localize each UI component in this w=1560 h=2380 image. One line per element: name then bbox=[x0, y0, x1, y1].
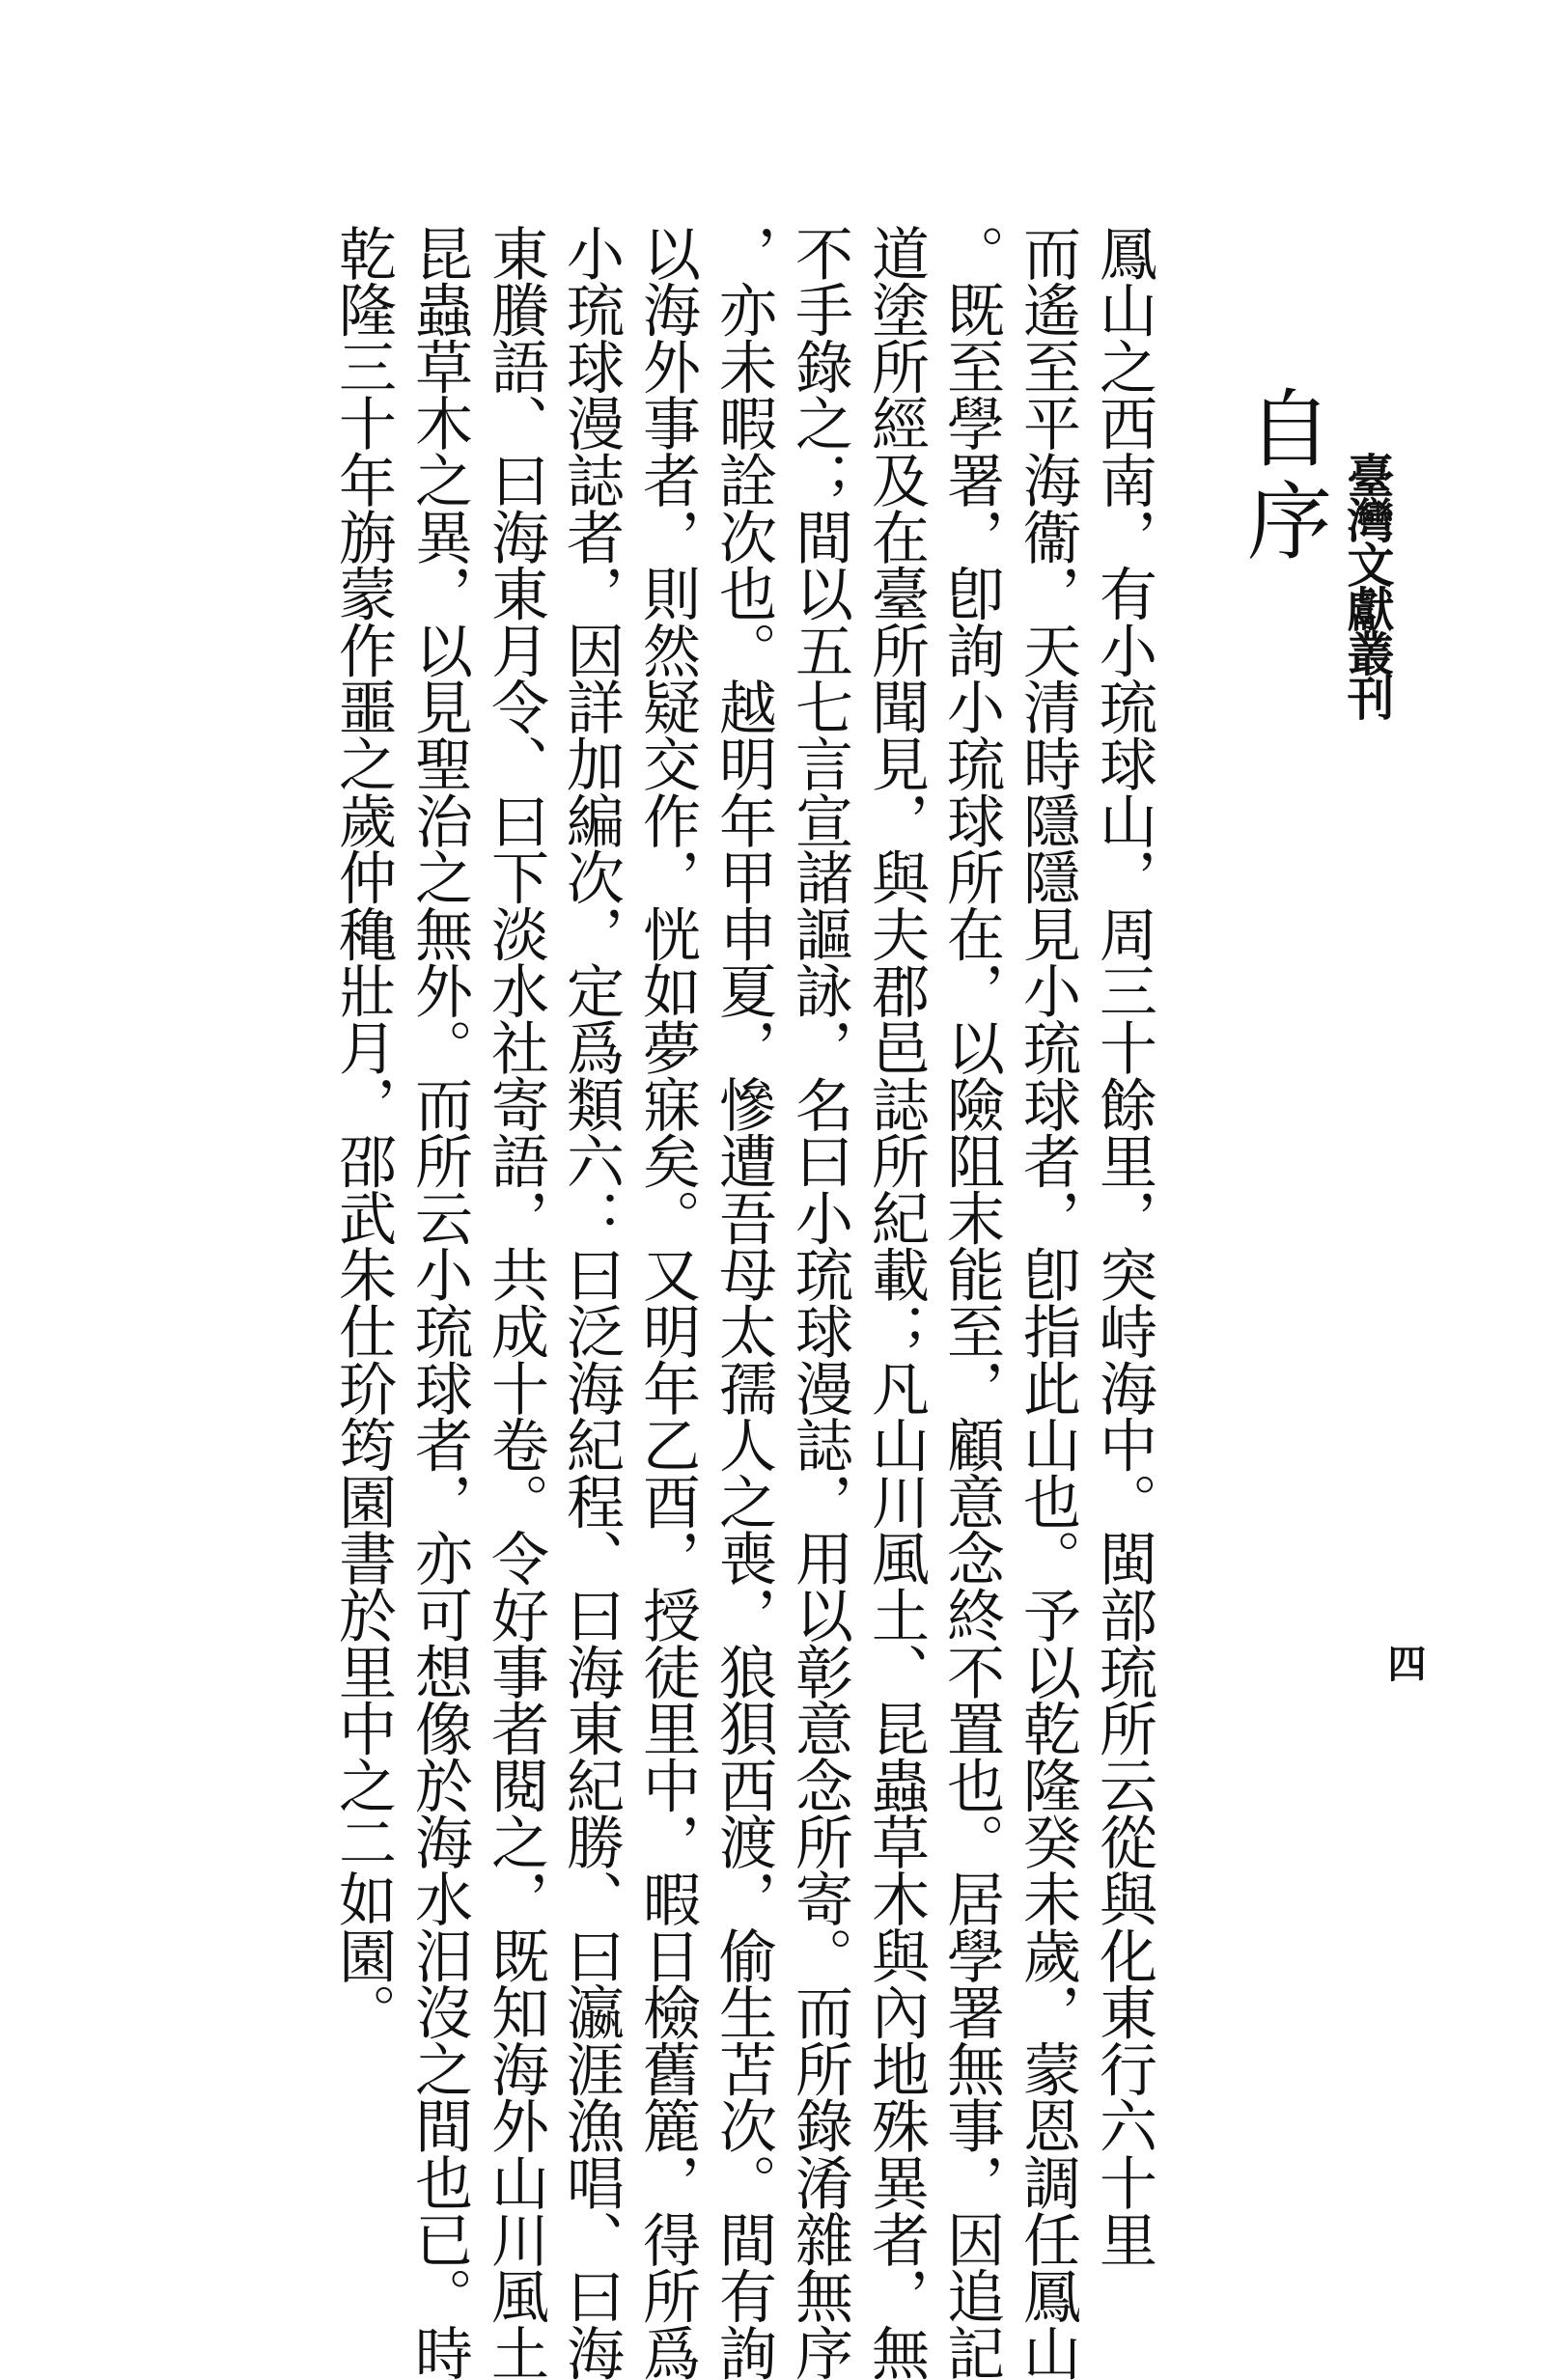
text-line: 不手錄之；間以五七言宣諸謳詠，名曰小琉球漫誌，用以彰意念所寄。而所錄淆雜無序 bbox=[786, 224, 853, 2380]
text-line: 而遙至平海衞，天清時隱隱見小琉球者，卽指此山也。予以乾隆癸未歲，蒙恩調任鳳山 bbox=[1014, 224, 1081, 2380]
text-line: 乾隆三十年旃蒙作噩之歲仲穐壯月，邵武朱仕玠筠園書於里中之二如園。 bbox=[329, 224, 397, 2040]
page-number: 四 bbox=[1381, 1644, 1427, 1682]
series-title: 臺灣文獻叢刊 bbox=[1340, 452, 1396, 718]
text-line: 。既至學署，卽詢小琉球所在，以險阻末能至，顧意念終不置也。居學署無事，因追記 bbox=[937, 224, 1005, 2380]
text-line: 鳳山之西南，有小琉球山，周三十餘里，突峙海中。閩部琉所云從與化東行六十里 bbox=[1090, 224, 1157, 2267]
text-line: ，亦未暇詮次也。越明年甲申夏，慘遭吾母太孺人之喪，狼狽西渡，偷生苫次。間有詢 bbox=[710, 224, 777, 2380]
text-line: 東賸語、曰海東月令、曰下淡水社寄語，共成十卷。令好事者閱之，既知海外山川風土 bbox=[482, 224, 549, 2380]
text-line: 以海外事者，則然疑交作，恍如夢寐矣。又明年乙酉，授徒里中，暇日檢舊簏，得所爲 bbox=[633, 224, 701, 2380]
preface-heading: 自序 bbox=[1234, 384, 1333, 569]
text-line: 小琉球漫誌者，因詳加編次，定爲類六：曰泛海紀程、曰海東紀勝、曰瀛涯漁唱、曰海 bbox=[557, 224, 625, 2380]
text-line: 道塗所經及在臺所聞見，與夫郡邑誌所紀載；凡山川風土、昆蟲草木與內地殊異者，無 bbox=[862, 224, 930, 2380]
text-line: 昆蟲草木之異，以見聖治之無外。而所云小琉球者，亦可想像於海水汨沒之間也已。時 bbox=[405, 224, 473, 2380]
